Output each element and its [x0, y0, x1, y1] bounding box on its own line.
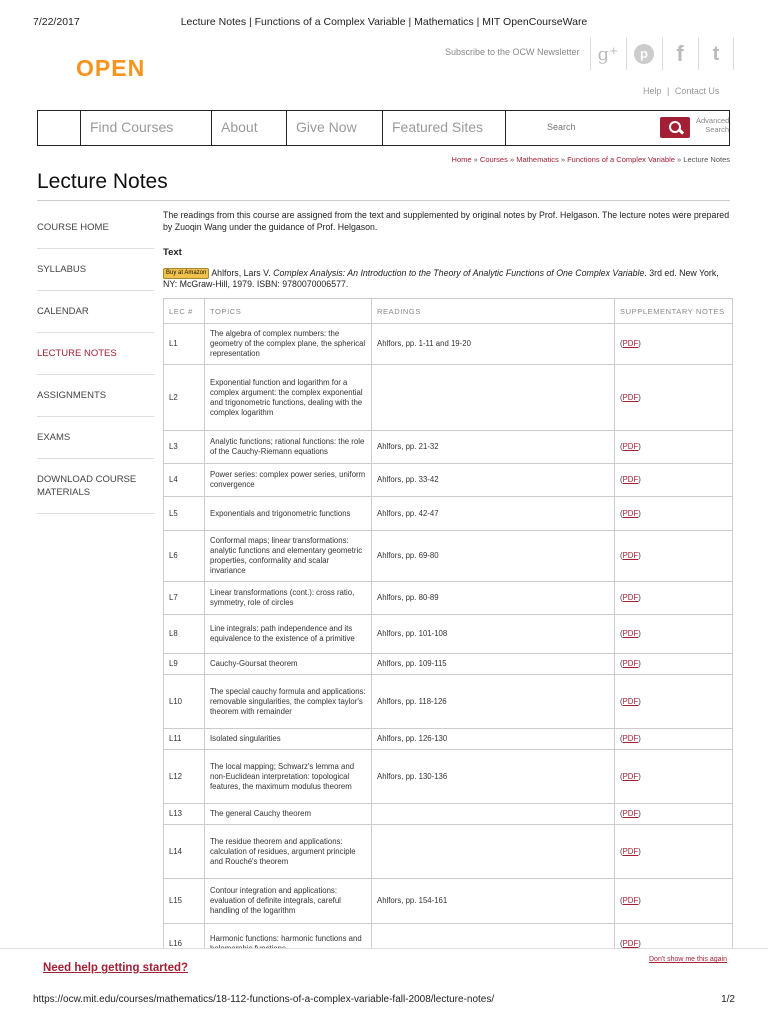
- breadcrumb-courses[interactable]: Courses: [479, 155, 508, 164]
- lec-number: L10: [164, 675, 205, 729]
- pdf-link[interactable]: PDF: [622, 696, 639, 706]
- lec-notes: (PDF): [615, 879, 733, 924]
- lec-reading: Ahlfors, pp. 69-80: [372, 531, 615, 582]
- table-row: [164, 615, 733, 654]
- ref-author: Ahlfors, Lars V.: [209, 268, 274, 278]
- lec-number: L3: [164, 431, 205, 464]
- lec-number: L15: [164, 879, 205, 924]
- page-title: Lecture Notes: [37, 170, 168, 193]
- print-header: [0, 12, 768, 26]
- lec-notes: (PDF): [615, 615, 733, 654]
- table-row: [164, 431, 733, 464]
- help-link[interactable]: Help: [643, 86, 662, 96]
- breadcrumb: [452, 155, 730, 164]
- nav-featured-sites[interactable]: Featured Sites: [382, 111, 506, 145]
- lec-reading: Ahlfors, pp. 130-136: [372, 750, 615, 804]
- top-links-separator: |: [667, 86, 670, 96]
- nav-find-courses[interactable]: Find Courses: [80, 111, 211, 145]
- section-heading-text: Text: [163, 247, 182, 258]
- sidebar-item-lecture-notes[interactable]: LECTURE NOTES: [37, 333, 154, 375]
- lec-reading: Ahlfors, pp. 101-108: [372, 615, 615, 654]
- twitter-glyph: t: [712, 42, 720, 65]
- breadcrumb-separator: »: [677, 155, 682, 164]
- breadcrumb-separator: »: [560, 155, 565, 164]
- table-row: [164, 654, 733, 675]
- header-supplementary: SUPPLEMENTARY NOTES: [615, 299, 733, 324]
- search-icon-handle: [678, 128, 684, 134]
- lec-notes: (PDF): [615, 654, 733, 675]
- lec-number: L4: [164, 464, 205, 497]
- table-row: [164, 825, 733, 879]
- textbook-reference: [163, 268, 733, 290]
- lec-topic: The general Cauchy theorem: [205, 804, 372, 825]
- breadcrumb-separator: »: [473, 155, 478, 164]
- lec-reading: Ahlfors, pp. 42-47: [372, 497, 615, 531]
- lec-notes: (PDF): [615, 365, 733, 431]
- table-row: [164, 729, 733, 750]
- lec-reading: [372, 804, 615, 825]
- lec-topic: Linear transformations (cont.): cross ratio, symmetry, role of circles: [205, 582, 372, 615]
- lec-reading: Ahlfors, pp. 154-161: [372, 879, 615, 924]
- pdf-link[interactable]: PDF: [622, 938, 639, 948]
- lec-number: L11: [164, 729, 205, 750]
- table-row: [164, 750, 733, 804]
- lec-reading: Ahlfors, pp. 33-42: [372, 464, 615, 497]
- lec-notes: (PDF): [615, 324, 733, 365]
- pdf-link[interactable]: PDF: [622, 475, 639, 484]
- pdf-link[interactable]: PDF: [622, 593, 639, 602]
- table-header-row: [164, 299, 733, 324]
- lec-reading: Ahlfors, pp. 126-130: [372, 729, 615, 750]
- lec-notes: (PDF): [615, 675, 733, 729]
- help-getting-started-link[interactable]: Need help getting started?: [43, 962, 189, 974]
- lec-number: L2: [164, 365, 205, 431]
- lec-topic: Exponential function and logarithm for a complex argument: the complex exponential and trigonometric functions, dealing with the complex logarithm: [205, 365, 372, 431]
- lec-reading: Ahlfors, pp. 118-126: [372, 675, 615, 729]
- lec-topic: Exponentials and trigonometric functions: [205, 497, 372, 531]
- main-nav: [37, 110, 730, 146]
- intro-text: The readings from this course are assigned from the text and supplemented by original notes by Prof. Helgason. The lecture notes were prepared by Zuoqin Wang under the guidance of Prof. Helgason.: [163, 210, 730, 232]
- ocw-logo[interactable]: OPEN: [76, 55, 146, 81]
- facebook-glyph: f: [676, 41, 684, 66]
- pdf-link[interactable]: PDF: [622, 771, 639, 781]
- breadcrumb-mathematics[interactable]: Mathematics: [516, 155, 559, 164]
- breadcrumb-current: Lecture Notes: [683, 155, 730, 164]
- print-date: 7/22/2017: [33, 16, 80, 28]
- sidebar-item-course-home[interactable]: COURSE HOME: [37, 207, 154, 249]
- search-button[interactable]: [660, 117, 690, 138]
- header-topics: TOPICS: [205, 299, 372, 324]
- search-input[interactable]: Search: [547, 122, 576, 132]
- nav-about[interactable]: About: [211, 111, 295, 145]
- breadcrumb-separator: »: [509, 155, 515, 164]
- lec-notes: (PDF): [615, 431, 733, 464]
- lec-notes: (PDF): [615, 825, 733, 879]
- breadcrumb-home[interactable]: Home: [451, 155, 472, 164]
- table-row: [164, 879, 733, 924]
- lec-notes: (PDF): [615, 497, 733, 531]
- table-row: [164, 464, 733, 497]
- contact-link[interactable]: Contact Us: [674, 86, 720, 96]
- lec-reading: Ahlfors, pp. 21-32: [372, 431, 615, 464]
- pdf-link[interactable]: PDF: [622, 659, 639, 668]
- lec-topic: Cauchy-Goursat theorem: [205, 654, 372, 675]
- lec-notes: (PDF): [615, 464, 733, 497]
- lec-number: L12: [164, 750, 205, 804]
- lec-number: L14: [164, 825, 205, 879]
- lec-number: L6: [164, 531, 205, 582]
- print-footer-url: https://ocw.mit.edu/courses/mathematics/18-112-functions-of-a-complex-variable-fall-2008/lecture-notes/: [33, 994, 495, 1005]
- lec-reading: Ahlfors, pp. 80-89: [372, 582, 615, 615]
- lec-topic: Conformal maps; linear transformations: analytic functions and elementary geometric properties, conformality and scalar invariance: [205, 531, 372, 582]
- lec-notes: (PDF): [615, 729, 733, 750]
- pdf-link[interactable]: PDF: [622, 846, 639, 856]
- pdf-link[interactable]: PDF: [622, 392, 639, 402]
- nav-give-now[interactable]: Give Now: [286, 111, 382, 145]
- table-row: [164, 675, 733, 729]
- header-lec: LEC #: [164, 299, 205, 324]
- print-title: Lecture Notes | Functions of a Complex Variable | Mathematics | MIT OpenCourseWare: [180, 16, 588, 28]
- lecture-table: [163, 298, 733, 964]
- pdf-link[interactable]: PDF: [622, 809, 639, 818]
- pinterest-glyph: p: [634, 44, 654, 64]
- lec-topic: The special cauchy formula and applications: removable singularities, the complex taylor's theorem with remainder: [205, 675, 372, 729]
- pdf-link[interactable]: PDF: [622, 339, 639, 348]
- lec-reading: Ahlfors, pp. 109-115: [372, 654, 615, 675]
- sidebar-item-download[interactable]: DOWNLOAD COURSE MATERIALS: [37, 459, 154, 514]
- dont-show-again-link[interactable]: Don't show me this again: [649, 956, 727, 963]
- lec-number: L9: [164, 654, 205, 675]
- pdf-link[interactable]: PDF: [622, 508, 639, 518]
- title-divider: [37, 200, 730, 201]
- course-sidebar: [37, 207, 154, 514]
- lec-topic: Isolated singularities: [205, 729, 372, 750]
- pdf-link[interactable]: PDF: [622, 551, 639, 560]
- lec-notes: (PDF): [615, 804, 733, 825]
- lec-number: L16: [164, 924, 205, 964]
- lec-topic: The residue theorem and applications: calculation of residues, argument principle and Rouché's theorem: [205, 825, 372, 879]
- ref-details: . 3rd ed. New York, NY: McGraw-Hill, 1979. ISBN: 9780070006577.: [163, 268, 719, 290]
- advanced-search-link[interactable]: Advanced Search: [696, 116, 730, 134]
- print-page-number: 1/2: [721, 994, 735, 1005]
- pdf-link[interactable]: PDF: [622, 442, 639, 451]
- table-row: [164, 324, 733, 365]
- lec-topic: Line integrals: path independence and its equivalence to the existence of a primitive: [205, 615, 372, 654]
- breadcrumb-course[interactable]: Functions of a Complex Variable: [567, 155, 675, 164]
- sidebar-item-exams[interactable]: EXAMS: [37, 417, 154, 459]
- lec-reading: [372, 825, 615, 879]
- pdf-link[interactable]: PDF: [622, 629, 639, 638]
- lec-number: L13: [164, 804, 205, 825]
- table-row: [164, 497, 733, 531]
- lec-notes: (PDF): [615, 531, 733, 582]
- lec-topic: The local mapping; Schwarz's lemma and non-Euclidean interpretation: topological features, the maximum modulus theorem: [205, 750, 372, 804]
- lec-number: L1: [164, 324, 205, 365]
- buy-at-amazon-button[interactable]: Buy at Amazon: [163, 268, 209, 279]
- pdf-link[interactable]: PDF: [622, 734, 639, 743]
- table-row: [164, 804, 733, 825]
- top-links: [643, 86, 719, 96]
- sidebar-item-calendar[interactable]: CALENDAR: [37, 291, 154, 333]
- lec-topic: Harmonic functions: harmonic functions and: [205, 924, 372, 964]
- header-readings: READINGS: [372, 299, 615, 324]
- sidebar-item-assignments[interactable]: ASSIGNMENTS: [37, 375, 154, 417]
- sidebar-item-syllabus[interactable]: SYLLABUS: [37, 249, 154, 291]
- lec-topic: The algebra of complex numbers: the geometry of the complex plane, the spherical representation: [205, 324, 372, 365]
- lec-number: L7: [164, 582, 205, 615]
- lec-topic: Contour integration and applications: evaluation of definite integrals, careful handling of the logarithm: [205, 879, 372, 924]
- pinterest-icon[interactable]: [626, 38, 661, 70]
- table-row: [164, 531, 733, 582]
- table-row: [164, 582, 733, 615]
- lec-number: L5: [164, 497, 205, 531]
- lec-topic: Analytic functions; rational functions: the role of the Cauchy-Riemann equations: [205, 431, 372, 464]
- table-row: [164, 365, 733, 431]
- twitter-icon[interactable]: [698, 38, 734, 70]
- newsletter-link[interactable]: Subscribe to the OCW Newsletter: [445, 47, 580, 57]
- lec-notes: (PDF): [615, 582, 733, 615]
- lec-reading: [372, 365, 615, 431]
- facebook-icon[interactable]: [662, 38, 697, 70]
- lec-notes: (PDF): [615, 924, 733, 964]
- ref-book-title: Complex Analysis: An Introduction to the Theory of Analytic Functions of One Complex Variable: [273, 268, 645, 278]
- google-plus-glyph: g⁺: [597, 43, 619, 65]
- lec-notes: (PDF): [615, 750, 733, 804]
- lec-reading: Ahlfors, pp. 1-11 and 19-20: [372, 324, 615, 365]
- pdf-link[interactable]: PDF: [622, 896, 639, 905]
- lec-number: L8: [164, 615, 205, 654]
- google-plus-icon[interactable]: [590, 38, 625, 70]
- lec-topic: Power series: complex power series, uniform convergence: [205, 464, 372, 497]
